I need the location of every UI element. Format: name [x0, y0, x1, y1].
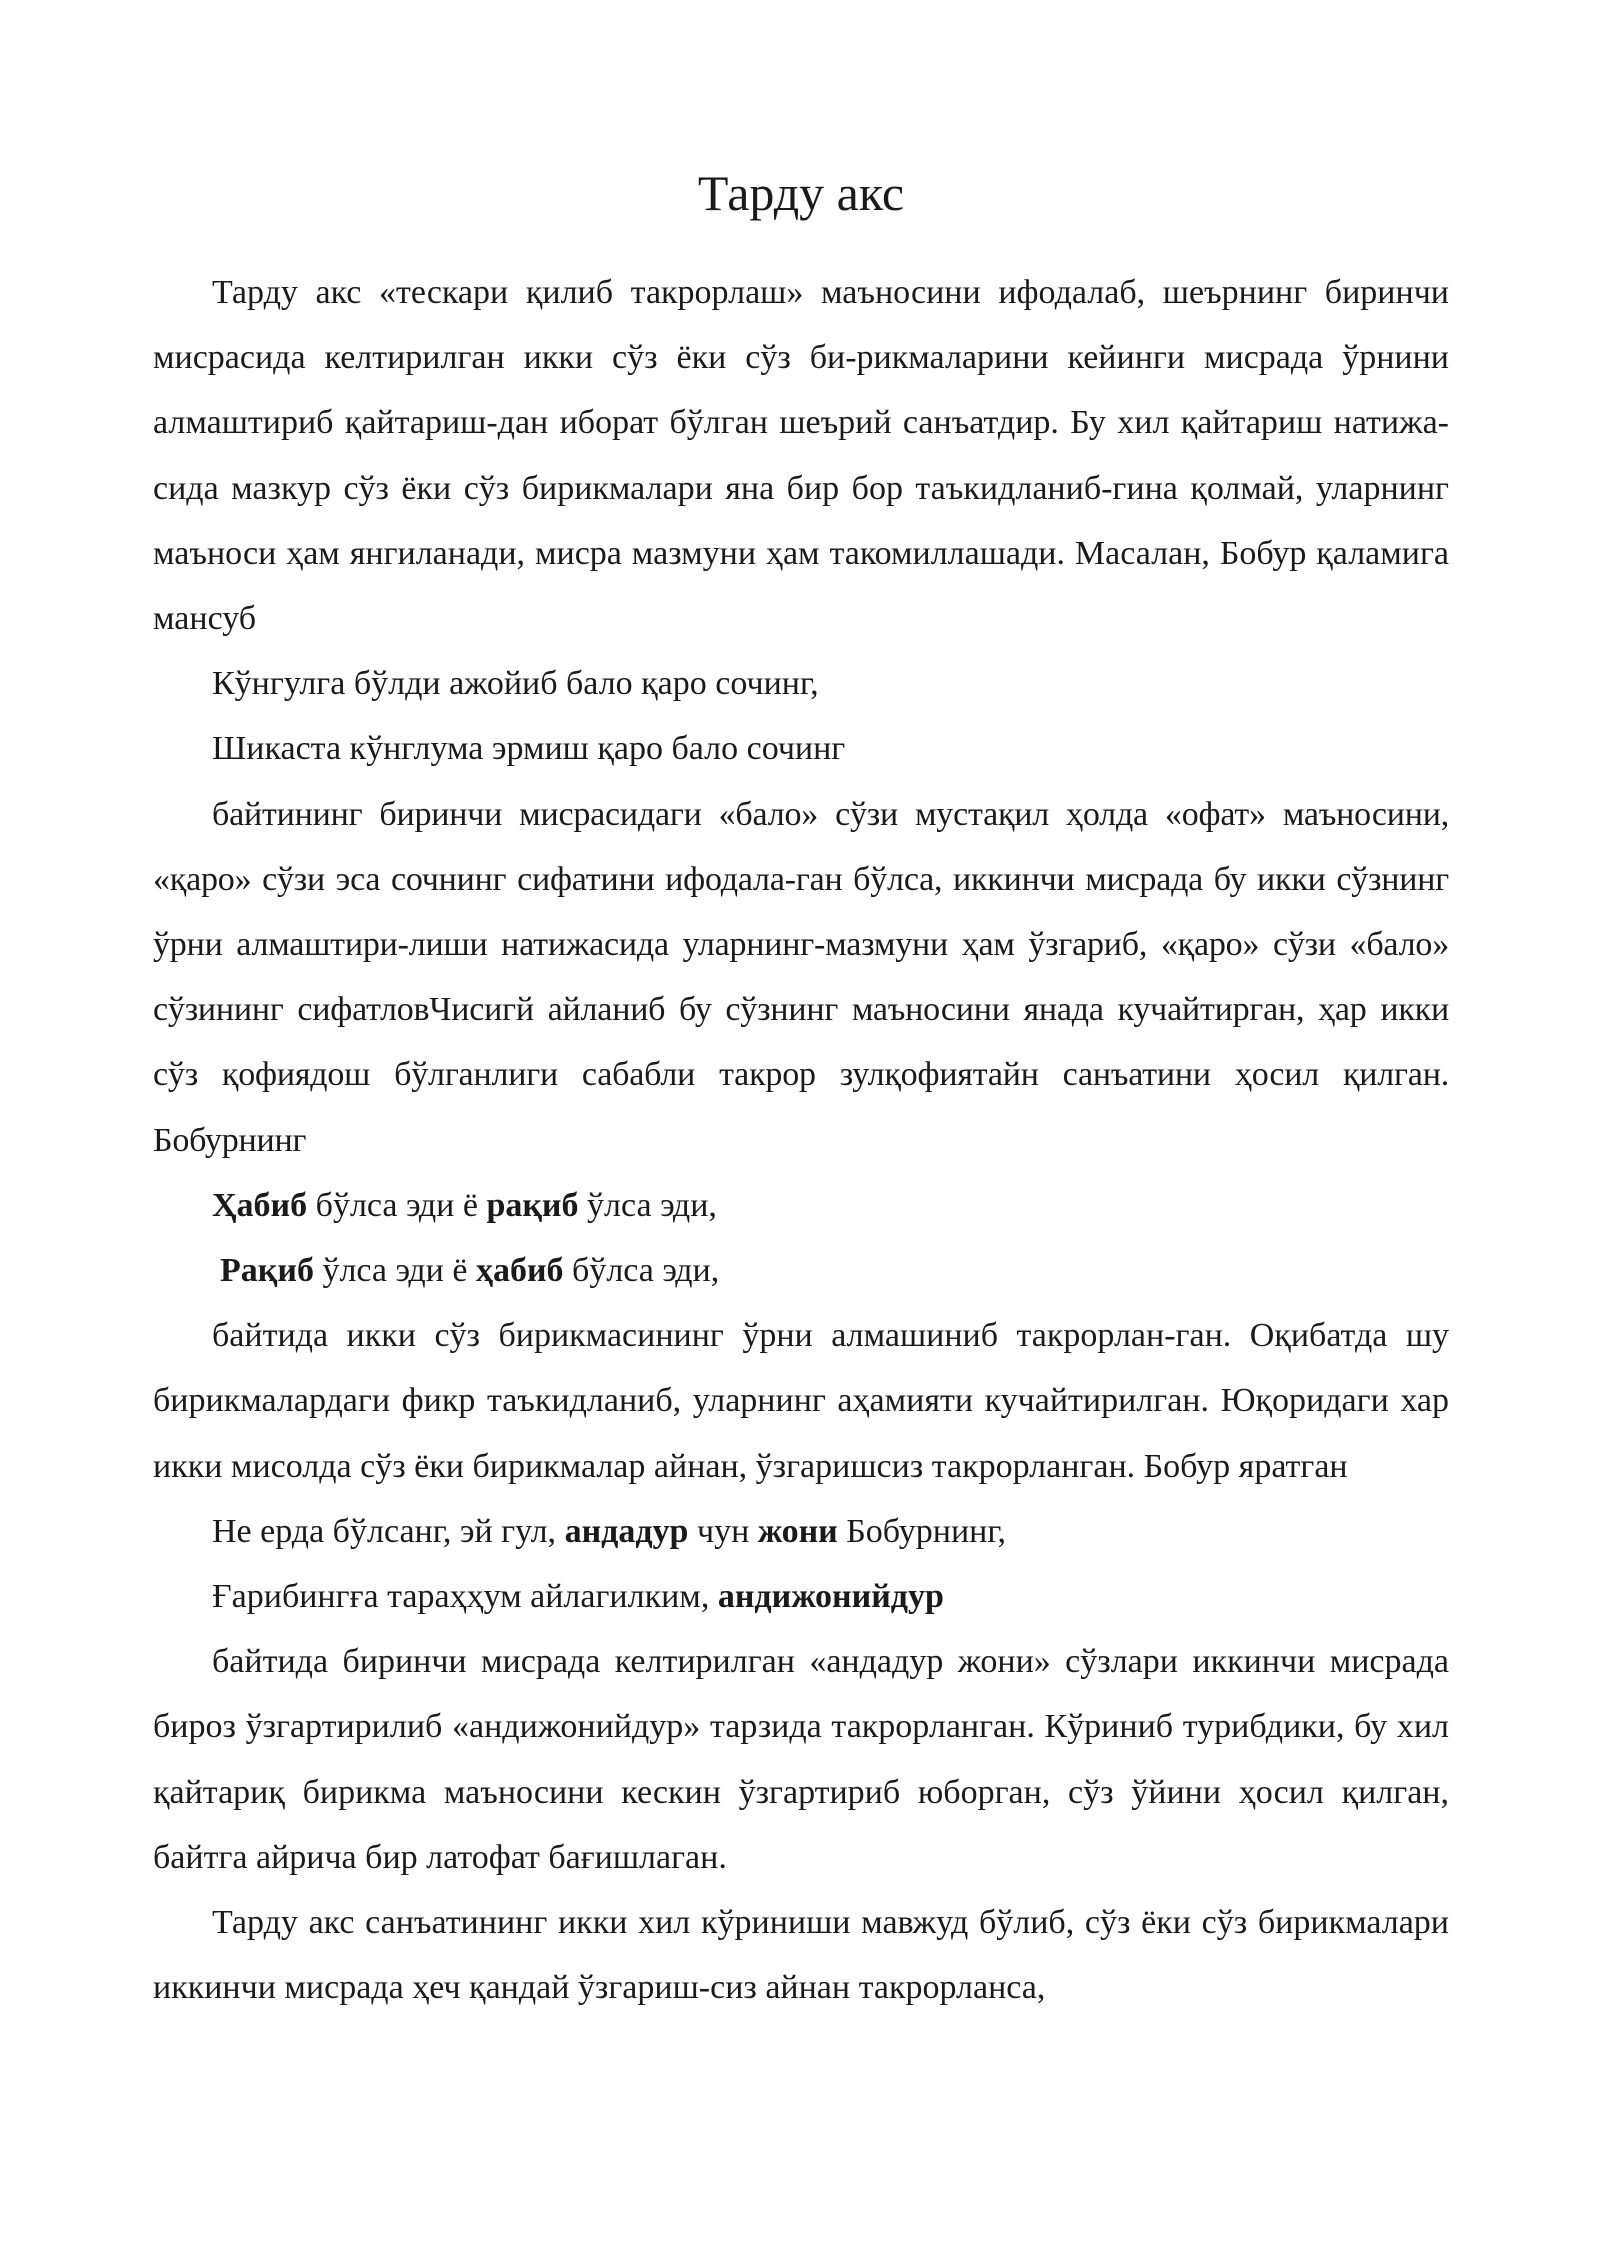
paragraph-types: Тарду акс санъатининг икки хил кўриниши мавжуд бўлиб, сўз ёки сўз бирикмалари иккинчи мисрада ҳеч қандай ўзгариш-сиз айнан такрорланса, [153, 1904, 1449, 2007]
paragraph-intro: Тарду акс «тескари қилиб такрорлаш» маъносини ифодалаб, шеърнинг биринчи мисрасида келтирилган икки сўз ёки сўз би-рикмаларини кейинги мисрада ўрнини алмаштириб қайтариш-дан иборат бўлган шеърий санъатдир. Бу хил қайтариш натижа-сида мазкур сўз ёки сўз бирикмалари яна бир бор таъкидланиб-гина қолмай, уларнинг маъноси ҳам янгиланади, мисра мазмуни ҳам такомиллашади. Масалан, Бобур қаламига мансуб [153, 274, 1449, 638]
verse-3-line-1-text-3: Бобурнинг, [837, 1512, 1006, 1550]
verse-2-line-1-word-2: рақиб [486, 1186, 579, 1224]
verse-2-line-2-text-1: ўлса эди ё [313, 1252, 476, 1290]
paragraph-explanation-1: байтининг биринчи мисрасидаги «бало» сўзи мустақил ҳолда «офат» маъносини, «қаро» сўзи эса сочнинг сифатини ифодала-ган бўлса, иккинчи мисрада бу икки сўзнинг ўрни алмаштири-лиши натижасида уларнинг-мазмуни ҳам ўзгариб, «қаро» сўзи «бало» сўзининг сифатловЧисигй айланиб бу сўзнинг маъносини янада кучайтирган, ҳар икки сўз қофиядош бўлганлиги сабабли такрор зулқофиятайн санъатини ҳосил қилган. Бобурнинг [153, 795, 1449, 1159]
verse-3-line-1-text-2: чун [688, 1512, 758, 1550]
verse-3-line-1-text-1: Не ерда бўлсанг, эй гул, [212, 1512, 565, 1550]
verse-3-line-1-word-1: андадур [564, 1512, 689, 1550]
verse-2-line-2-word-1: Рақиб [220, 1252, 314, 1290]
document-body [153, 260, 1449, 2020]
verse-2-line-1-text-2: ўлса эди, [578, 1186, 717, 1224]
verse-2-line-1-text-1: бўлса эди ё [307, 1186, 487, 1224]
verse-2-line-1 [153, 1173, 1449, 1238]
verse-3-line-1 [153, 1499, 1449, 1564]
verse-3-line-1-word-2: жони [757, 1512, 838, 1550]
document-page [153, 0, 1449, 2020]
verse-2-line-2-text-2: бўлса эди, [563, 1252, 720, 1290]
paragraph-explanation-3: байтида биринчи мисрада келтирилган «андадур жони» сўзлари иккинчи мисрада бироз ўзгартирилиб «андижонийдур» тарзида такрорланган. Кўриниб турибдики, бу хил қайтариқ бирикма маъносини кескин ўзгартириб юборган, сўз ўйини ҳосил қилган, байтга айрича бир латофат бағишлаган. [153, 1643, 1449, 1876]
verse-1-line-1: Кўнгулга бўлди ажойиб бало қаро сочинг, [212, 665, 819, 703]
verse-2-line-1-word-1: Ҳабиб [212, 1186, 308, 1224]
paragraph-explanation-2: байтида икки сўз бирикмасининг ўрни алмашиниб такрорлан-ган. Оқибатда шу бирикмалардаги фикр таъкидланиб, уларнинг аҳамияти кучайтирилган. Юқоридаги хар икки мисолда сўз ёки бирикмалар айнан, ўзгаришсиз такрорланган. Бобур яратган [153, 1317, 1449, 1485]
verse-3-line-2 [153, 1564, 1449, 1629]
verse-3-line-2-word-1: андижонийдур [717, 1578, 944, 1616]
verse-1-line-2: Шикаста кўнглума эрмиш қаро бало сочинг [212, 730, 846, 768]
verse-2-line-2 [153, 1238, 1449, 1303]
verse-3-line-2-text-1: Ғарибингға тараҳҳум айлагилким, [212, 1578, 718, 1616]
page-title: Тарду акс [697, 165, 905, 221]
verse-2-line-2-word-2: ҳабиб [475, 1252, 564, 1290]
